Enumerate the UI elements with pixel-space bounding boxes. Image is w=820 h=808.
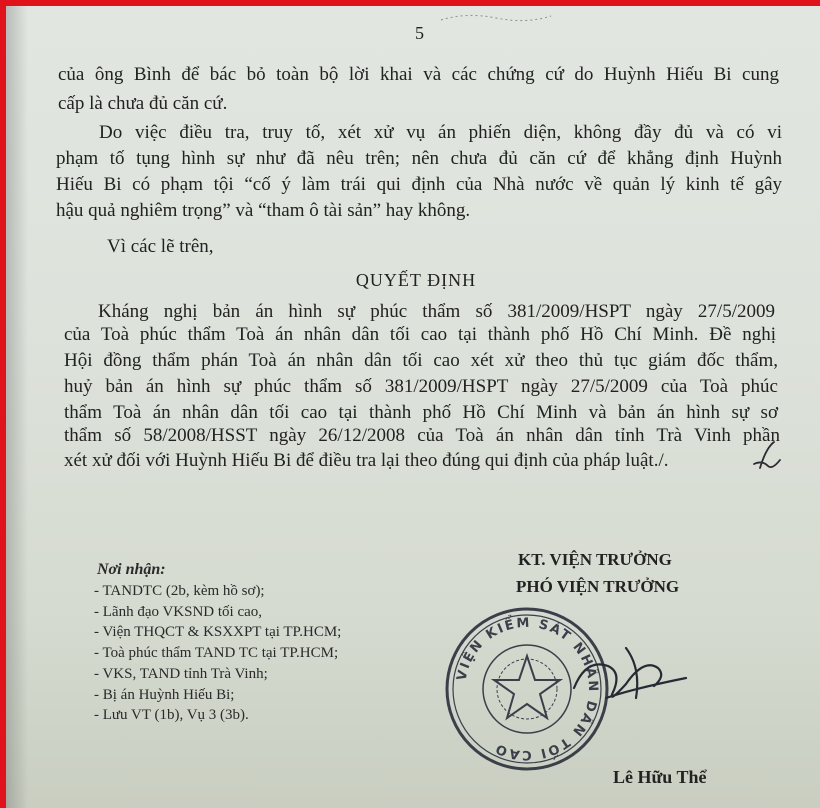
decision-line: xét xử đối với Huỳnh Hiếu Bi để điều tra lại theo đúng qui định của pháp luật./. bbox=[64, 450, 669, 471]
paragraph-line: Do việc điều tra, truy tố, xét xử vụ án phiến diện, không đầy đủ và có vi bbox=[99, 122, 782, 143]
decision-line: huỷ bản án hình sự phúc thẩm số 381/2009/HSPT ngày 27/5/2009 của Toà phúc bbox=[64, 376, 778, 397]
decision-line: thẩm Toà án nhân dân tối cao tại thành phố Hồ Chí Minh và bản án hình sự sơ bbox=[64, 402, 778, 423]
recipient-item: - VKS, TAND tỉnh Trà Vinh; bbox=[94, 666, 268, 682]
decision-line: Kháng nghị bản án hình sự phúc thẩm số 381/2009/HSPT ngày 27/5/2009 bbox=[98, 301, 775, 322]
signer-title: KT. VIỆN TRƯỞNG bbox=[518, 550, 672, 569]
recipient-item: - Toà phúc thẩm TAND TC tại TP.HCM; bbox=[94, 645, 339, 661]
recipient-item: - Lưu VT (1b), Vụ 3 (3b). bbox=[94, 707, 249, 723]
paragraph-line: của ông Bình để bác bỏ toàn bộ lời khai và các chứng cứ do Huỳnh Hiếu Bi cung bbox=[58, 64, 779, 85]
header-smudge bbox=[436, 10, 556, 28]
paragraph-line: Vì các lẽ trên, bbox=[107, 236, 214, 257]
recipient-item: - Lãnh đạo VKSND tối cao, bbox=[94, 604, 263, 620]
paragraph-line: hậu quả nghiêm trọng” và “tham ô tài sản” hay không. bbox=[56, 200, 471, 221]
signer-name: Lê Hữu Thể bbox=[613, 767, 707, 787]
document-page bbox=[6, 6, 820, 808]
page-number: 5 bbox=[415, 23, 424, 43]
paragraph-line: phạm tố tụng hình sự như đã nêu trên; nên chưa đủ căn cứ để khẳng định Huỳnh bbox=[56, 148, 782, 169]
paragraph-line: Hiếu Bi có phạm tội “cố ý làm trái qui định của Nhà nước về quản lý kinh tế gây bbox=[56, 174, 782, 195]
decision-line: Hội đồng thẩm phán Toà án nhân dân tối cao xét xử theo thủ tục giám đốc thẩm, bbox=[64, 350, 778, 371]
initial-mark bbox=[746, 438, 786, 478]
decision-line: của Toà phúc thẩm Toà án nhân dân tối cao tại thành phố Hồ Chí Minh. Đề nghị bbox=[64, 324, 776, 345]
signer-subtitle: PHÓ VIỆN TRƯỞNG bbox=[516, 577, 680, 596]
recipients-title: Nơi nhận: bbox=[97, 561, 166, 578]
recipient-item: - Viện THQCT & KSXXPT tại TP.HCM; bbox=[94, 624, 342, 640]
svg-text:VIỆN KIỂM SÁT NHÂN DÂN TỐI CAO: VIỆN KIỂM SÁT NHÂN DÂN TỐI CAO bbox=[454, 615, 601, 763]
recipient-item: - TANDTC (2b, kèm hồ sơ); bbox=[94, 583, 265, 599]
paragraph-line: cấp là chưa đủ căn cứ. bbox=[58, 93, 228, 114]
signature-icon bbox=[566, 628, 696, 718]
decision-line: thẩm số 58/2008/HSST ngày 26/12/2008 của Toà án nhân dân tỉnh Trà Vinh phần bbox=[64, 425, 780, 446]
recipient-item: - Bị án Huỳnh Hiếu Bi; bbox=[94, 687, 235, 703]
page-shadow bbox=[6, 6, 28, 808]
decision-heading: QUYẾT ĐỊNH bbox=[355, 270, 477, 290]
